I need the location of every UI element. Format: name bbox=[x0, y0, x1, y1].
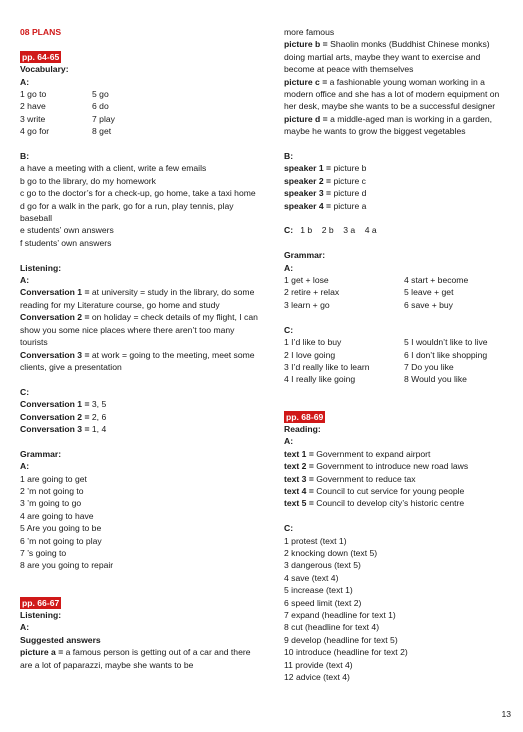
section-title: 08 PLANS bbox=[20, 27, 62, 37]
grammar-heading: Grammar: bbox=[20, 448, 62, 459]
page-range-badge: pp. 64-65 bbox=[22, 51, 60, 62]
right-column bbox=[284, 26, 506, 683]
list-item: more famous bbox=[284, 27, 335, 37]
list-item: text 5 = Council to develop city’s historic centre bbox=[284, 498, 465, 509]
list-item: 8 cut (headline for text 4) bbox=[284, 622, 380, 633]
list-item: e students’ own answers bbox=[20, 225, 114, 236]
list-item: 3 ’m going to go bbox=[20, 498, 82, 509]
section-label: A: bbox=[20, 275, 30, 286]
list-item: 4 start + become bbox=[404, 275, 469, 286]
section-label: A: bbox=[20, 622, 30, 633]
list-item: Conversation 2 = 2, 6 bbox=[20, 411, 107, 422]
left-column bbox=[20, 26, 260, 671]
section-label: A: bbox=[20, 76, 30, 87]
list-item: speaker 4 = picture a bbox=[284, 200, 367, 211]
list-item: 5 I wouldn’t like to live bbox=[404, 337, 488, 348]
list-item: 2 I love going bbox=[284, 349, 336, 360]
list-item: 7 expand (headline for text 1) bbox=[284, 609, 396, 620]
list-item: 2 retire + relax bbox=[284, 287, 340, 298]
list-item: Conversation 1 = at university = study in the library, do some reading for my Literature course, go home and study bbox=[20, 287, 255, 310]
list-item: 6 I don’t like shopping bbox=[404, 349, 488, 360]
section-label: A: bbox=[20, 461, 30, 472]
section-label: A: bbox=[284, 436, 294, 447]
list-item: 4 I really like going bbox=[284, 374, 356, 385]
list-item: 12 advice (text 4) bbox=[284, 672, 350, 683]
listening-heading: Listening: bbox=[20, 262, 62, 273]
list-item: f students’ own answers bbox=[20, 237, 112, 248]
list-item: picture a = a famous person is getting out of a car and there are a lot of paparazzi, maybe she wants to be bbox=[20, 647, 251, 670]
page-number: 13 bbox=[501, 708, 511, 719]
page-range-badge: pp. 68-69 bbox=[286, 411, 324, 422]
list-item: picture d = a middle-aged man is working in a garden, maybe he wants to grow the biggest vegetables bbox=[284, 113, 493, 137]
list-item: 10 introduce (headline for text 2) bbox=[284, 647, 408, 658]
list-item: 8 are you going to repair bbox=[20, 560, 114, 571]
list-item: a have a meeting with a client, write a few emails bbox=[20, 163, 207, 174]
list-item: 1 are going to get bbox=[20, 473, 87, 484]
list-item: c go to the doctor’s for a check-up, go home, take a taxi home bbox=[20, 188, 256, 199]
list-item: 1 get + lose bbox=[284, 275, 329, 286]
section-label: C: bbox=[284, 523, 294, 534]
list-item: 4 are going to have bbox=[20, 510, 94, 521]
list-item: 5 increase (text 1) bbox=[284, 585, 353, 596]
list-item: text 2 = Government to introduce new road laws bbox=[284, 461, 469, 472]
list-item: 4 save (text 4) bbox=[284, 572, 339, 583]
list-item: 8 Would you like bbox=[404, 374, 467, 385]
list-item: speaker 3 = picture d bbox=[284, 188, 367, 199]
list-item: 2 ’m not going to bbox=[20, 485, 84, 496]
list-item: Conversation 1 = 3, 5 bbox=[20, 399, 107, 410]
reading-heading: Reading: bbox=[284, 423, 321, 434]
list-item: text 1 = Government to expand airport bbox=[284, 448, 431, 459]
section-label: B: bbox=[20, 151, 30, 162]
vocabulary-a-list bbox=[20, 88, 260, 138]
list-item: 2 knocking down (text 5) bbox=[284, 547, 378, 558]
list-item: Conversation 3 = 1, 4 bbox=[20, 423, 107, 434]
list-item: 2 have bbox=[20, 101, 46, 112]
list-item: 7 play bbox=[92, 113, 115, 124]
list-item: 5 Are you going to be bbox=[20, 523, 102, 534]
section-label: C: bbox=[20, 386, 30, 397]
list-item: speaker 1 = picture b bbox=[284, 163, 367, 174]
list-item: 1 I’d like to buy bbox=[284, 337, 342, 348]
section-label: C: bbox=[284, 324, 294, 335]
list-item: 4 go for bbox=[20, 126, 50, 137]
grammar-heading: Grammar: bbox=[284, 250, 326, 261]
list-item: 6 ’m not going to play bbox=[20, 535, 102, 546]
list-item: 3 I’d really like to learn bbox=[284, 361, 370, 372]
section-label: B: bbox=[284, 151, 294, 162]
list-item: 1 protest (text 1) bbox=[284, 535, 347, 546]
listening-heading: Listening: bbox=[20, 609, 62, 620]
list-item: picture b = Shaolin monks (Buddhist Chinese monks) doing martial arts, maybe they want to exercise and become at peace with themselves bbox=[284, 39, 490, 75]
list-item: 9 develop (headline for text 5) bbox=[284, 634, 398, 645]
grammar-c-list bbox=[284, 336, 506, 386]
list-item: 3 learn + go bbox=[284, 299, 330, 310]
list-item: speaker 2 = picture c bbox=[284, 175, 366, 186]
list-item: 7 ’s going to bbox=[20, 547, 67, 558]
list-item: 3 write bbox=[20, 113, 46, 124]
list-item: text 4 = Council to cut service for young people bbox=[284, 485, 465, 496]
list-item: 7 Do you like bbox=[404, 361, 454, 372]
list-item: 5 leave + get bbox=[404, 287, 454, 298]
list-item: 6 do bbox=[92, 101, 109, 112]
list-item: 1 go to bbox=[20, 89, 47, 100]
list-item: picture c = a fashionable young woman working in a modern office and she has a lot of modern equipment on her desk, maybe she wants to be a successful designer bbox=[284, 76, 500, 112]
page-range-badge: pp. 66-67 bbox=[22, 597, 60, 608]
list-item: 8 get bbox=[92, 126, 112, 137]
list-item: b go to the library, do my homework bbox=[20, 175, 156, 186]
list-item: Conversation 2 = on holiday = check details of my flight, I can show you some nice places where there aren’t too many tourists bbox=[20, 312, 258, 348]
section-label: A: bbox=[284, 262, 294, 273]
vocabulary-heading: Vocabulary: bbox=[20, 64, 69, 75]
listening-c-answers: C: 1 b 2 b 3 a 4 a bbox=[284, 225, 377, 236]
suggested-answers-heading: Suggested answers bbox=[20, 634, 101, 645]
list-item: 5 go bbox=[92, 89, 109, 100]
list-item: text 3 = Government to reduce tax bbox=[284, 473, 416, 484]
list-item: 6 speed limit (text 2) bbox=[284, 597, 362, 608]
list-item: 3 dangerous (text 5) bbox=[284, 560, 361, 571]
list-item: d go for a walk in the park, go for a run, play tennis, play baseball bbox=[20, 200, 234, 224]
list-item: 11 provide (text 4) bbox=[284, 659, 353, 670]
grammar-a-list bbox=[284, 274, 506, 311]
list-item: 6 save + buy bbox=[404, 299, 453, 310]
list-item: Conversation 3 = at work = going to the meeting, meet some clients, give a presentation bbox=[20, 349, 255, 372]
